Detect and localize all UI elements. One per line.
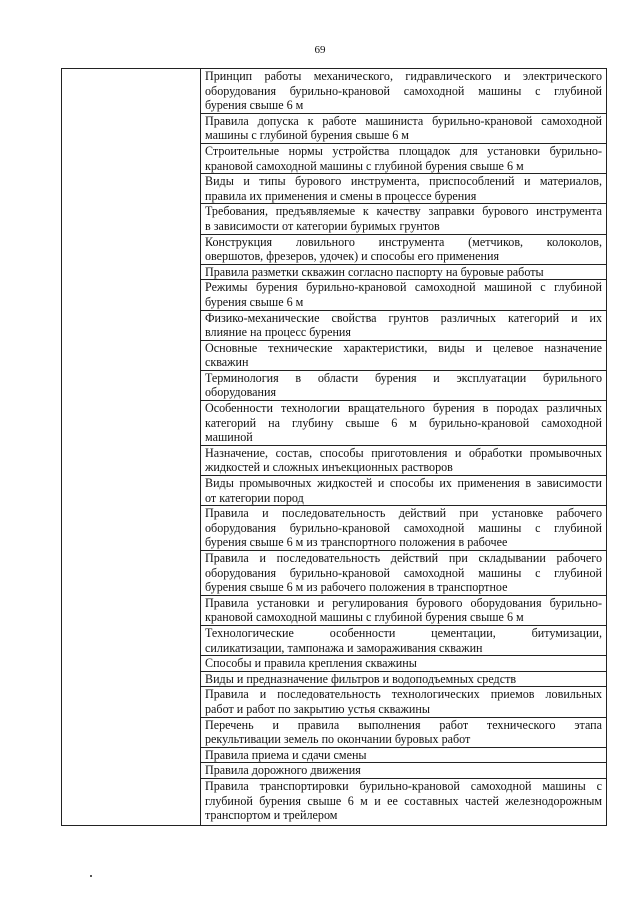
row-text-line: Требования, предъявляемые к качеству заправки бурового инструмента bbox=[205, 204, 602, 219]
row-text-line: оборудования бурильно-крановой самоходной машины с глубиной bbox=[205, 565, 602, 580]
page-number: 69 bbox=[314, 44, 326, 56]
table-row bbox=[201, 626, 606, 656]
row-text-line: влияние на процесс бурения bbox=[205, 325, 351, 340]
row-text-line: Режимы бурения бурильно-крановой самоходной машиной с глубиной bbox=[205, 280, 602, 295]
row-text-line: глубиной бурения свыше 6 м и ее составных частей железнодорожным bbox=[205, 793, 602, 808]
row-text-line: Основные технические характеристики, виды и целевое назначение bbox=[205, 340, 602, 355]
row-text-line: оборудования бурильно-крановой самоходной машины с глубиной bbox=[205, 520, 602, 535]
row-text-line: Правила допуска к работе машиниста бурильно-крановой самоходной bbox=[205, 113, 602, 128]
row-text-line: транспортом и трейлером bbox=[205, 808, 338, 823]
row-text-line: Способы и правила крепления скважины bbox=[205, 656, 417, 671]
row-text-line: Перечень и правила выполнения работ технического этапа bbox=[205, 717, 602, 732]
row-text-line: силикатизации, тампонажа и замораживания скважин bbox=[205, 640, 483, 655]
row-text-line: овершотов, фрезеров, удочек) и способы его применения bbox=[205, 249, 500, 264]
table-row bbox=[201, 687, 606, 717]
row-text-line: Виды и предназначение фильтров и водоподъемных средств bbox=[205, 671, 517, 686]
row-text-line: машиной bbox=[205, 430, 253, 445]
row-text-line: Виды и типы бурового инструмента, приспособлений и материалов, bbox=[205, 174, 602, 189]
row-text-line: жидкостей и сложных инъекционных растворов bbox=[205, 460, 453, 475]
row-text-line: правила их применения и смены в процессе бурения bbox=[205, 188, 477, 203]
table-row bbox=[201, 551, 606, 596]
table-row bbox=[201, 779, 606, 823]
row-text-line: категорий на глубину свыше 6 м бурильно-крановой самоходной bbox=[205, 415, 602, 430]
row-text-line: Технологические особенности цементации, битумизации, bbox=[205, 625, 602, 640]
row-text-line: Правила дорожного движения bbox=[205, 763, 361, 778]
table-row bbox=[201, 311, 606, 341]
row-text-line: Правила транспортировки бурильно-крановой самоходной машины с bbox=[205, 778, 602, 793]
table-row bbox=[201, 371, 606, 401]
row-text-line: Правила и последовательность действий при установке рабочего bbox=[205, 506, 602, 521]
row-text-line: в зависимости от категории буримых грунтов bbox=[205, 218, 440, 233]
row-text-line: Правила установки и регулирования бурового оборудования бурильно- bbox=[205, 595, 602, 610]
table-row bbox=[201, 596, 606, 626]
row-text-line: Строительные нормы устройства площадок для установки бурильно- bbox=[205, 143, 602, 158]
scan-dot bbox=[90, 875, 92, 877]
table-row bbox=[201, 446, 606, 476]
row-text-line: крановой самоходной машины с глубиной бурения свыше 6 м bbox=[205, 610, 524, 625]
table-row bbox=[201, 174, 606, 204]
row-text-line: Терминология в области бурения и эксплуатации бурильного bbox=[205, 370, 602, 385]
table-row bbox=[201, 280, 606, 310]
row-text-line: Правила и последовательность технологических приемов ловильных bbox=[205, 687, 602, 702]
row-text-line: оборудования бурильно-крановой самоходной машины с глубиной bbox=[205, 83, 602, 98]
row-text-line: бурения свыше 6 м bbox=[205, 98, 304, 113]
table-row bbox=[201, 235, 606, 265]
row-text-line: работ и работ по закрытию устья скважины bbox=[205, 701, 430, 716]
row-text-line: Физико-механические свойства грунтов различных категорий и их bbox=[205, 310, 602, 325]
table-row bbox=[201, 114, 606, 144]
row-text-line: Правила приема и сдачи смены bbox=[205, 747, 367, 762]
row-text-line: Виды промывочных жидкостей и способы их применения в зависимости bbox=[205, 476, 602, 491]
row-text-line: Правила разметки скважин согласно паспорту на буровые работы bbox=[205, 264, 544, 279]
row-text-line: оборудования bbox=[205, 385, 277, 400]
table-row bbox=[201, 748, 606, 764]
row-text-line: крановой самоходной машины с глубиной бурения свыше 6 м bbox=[205, 158, 524, 173]
table-row bbox=[201, 763, 606, 779]
row-text-line: скважин bbox=[205, 355, 249, 370]
row-text-line: бурения свыше 6 м из транспортного положения в рабочее bbox=[205, 535, 508, 550]
table-row bbox=[201, 476, 606, 506]
table-row bbox=[201, 144, 606, 174]
table-row bbox=[201, 672, 606, 688]
table-row bbox=[201, 265, 606, 281]
row-text-line: Конструкция ловильного инструмента (метчиков, колоколов, bbox=[205, 234, 602, 249]
row-text-line: машины с глубиной бурения свыше 6 м bbox=[205, 128, 409, 143]
table-row bbox=[201, 69, 606, 114]
table-row bbox=[201, 401, 606, 446]
table-right-column bbox=[201, 69, 606, 825]
table-row bbox=[201, 204, 606, 234]
table-row bbox=[201, 341, 606, 371]
table-row bbox=[201, 718, 606, 748]
row-text-line: от категории пород bbox=[205, 490, 304, 505]
table-row bbox=[201, 656, 606, 672]
row-text-line: бурения свыше 6 м из рабочего положения в транспортное bbox=[205, 580, 508, 595]
table-left-column bbox=[62, 69, 201, 825]
requirements-table bbox=[61, 68, 607, 826]
row-text-line: Принцип работы механического, гидравлического и электрического bbox=[205, 69, 602, 83]
row-text-line: рекультивации земель по окончании буровых работ bbox=[205, 732, 471, 747]
table-row bbox=[201, 506, 606, 551]
row-text-line: Правила и последовательность действий при складывании рабочего bbox=[205, 551, 602, 565]
row-text-line: бурения свыше 6 м bbox=[205, 294, 304, 309]
row-text-line: Особенности технологии вращательного бурения в породах различных bbox=[205, 401, 602, 416]
row-text-line: Назначение, состав, способы приготовления и обработки промывочных bbox=[205, 445, 602, 460]
